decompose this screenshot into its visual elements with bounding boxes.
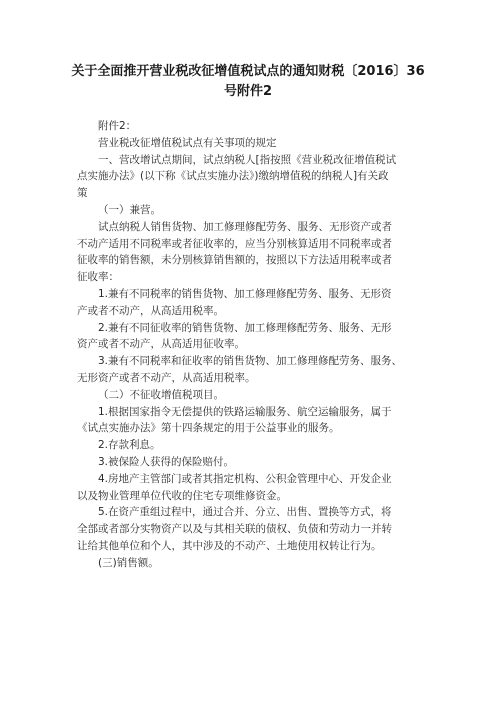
body-line: 1.根据国家指令无偿提供的铁路运输服务、航空运输服务，属于 (98, 405, 392, 418)
body-line: （一）兼营。 (98, 203, 161, 216)
body-line: 无形资产或者不动产，从高适用税率。 (77, 371, 256, 384)
body-line: 3.兼有不同税率和征收率的销售货物、加工修理修配劳务、服务、 (98, 355, 403, 368)
body-line: 营业税改征增值税试点有关事项的规定 (98, 136, 277, 149)
body-line: 2.存款利息。 (98, 439, 161, 452)
body-line: 征收率的销售额，未分别核算销售额的，按照以下方法适用税率或者 (77, 254, 392, 267)
body-line: （二）不征收增值税项目。 (98, 388, 224, 401)
body-line: 让给其他单位和个人，其中涉及的不动产、土地使用权转让行为。 (77, 539, 382, 552)
body-line: 试点纳税人销售货物、加工修理修配劳务、服务、无形资产或者 (98, 220, 392, 233)
body-line: 点实施办法》(以下称《试点实施办法》)缴纳增值税的纳税人]有关政 (77, 170, 389, 183)
body-line: (三)销售额。 (98, 556, 159, 569)
document-title-line1: 关于全面推开营业税改征增值税试点的通知财税〔2016〕36 (71, 64, 425, 79)
body-line: 5.在资产重组过程中，通过合并、分立、出售、置换等方式，将 (98, 506, 392, 519)
body-line: 征收率： (77, 271, 119, 284)
body-line: 《试点实施办法》第十四条规定的用于公益事业的服务。 (77, 422, 340, 435)
body-line: 资产或者不动产，从高适用征收率。 (77, 338, 245, 351)
body-line: 附件2： (98, 120, 137, 132)
body-line: 全部或者部分实物资产以及与其相关联的债权、负债和劳动力一并转 (77, 523, 392, 536)
document-body (77, 118, 422, 572)
body-line: 1.兼有不同税率的销售货物、加工修理修配劳务、服务、无形资 (98, 287, 392, 300)
body-line: 产或者不动产，从高适用税率。 (77, 304, 224, 317)
body-line: 以及物业管理单位代收的住宅专项维修资金。 (77, 489, 287, 502)
body-line: 3.被保险人获得的保险赔付。 (98, 455, 235, 468)
body-line: 4.房地产主管部门或者其指定机构、公积金管理中心、开发企业 (98, 472, 392, 485)
body-line: 策 (77, 187, 88, 200)
body-line: 不动产适用不同税率或者征收率的，应当分别核算适用不同税率或者 (77, 237, 392, 250)
document-title-line2: 号附件2 (223, 84, 273, 99)
body-line: 2.兼有不同征收率的销售货物、加工修理修配劳务、服务、无形 (98, 321, 392, 334)
body-line: 一、营改增试点期间，试点纳税人[指按照《营业税改征增值税试 (98, 153, 397, 166)
